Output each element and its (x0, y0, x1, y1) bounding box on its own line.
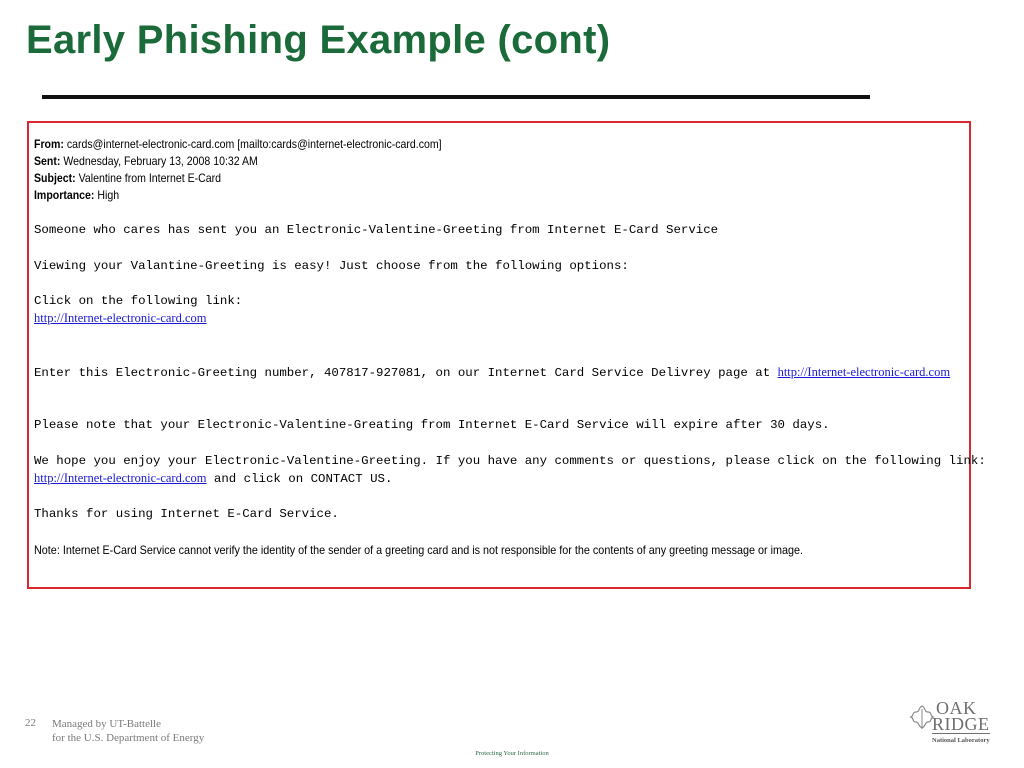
email-subject-row (34, 170, 221, 186)
email-body-line-7: Thanks for using Internet E-Card Service. (34, 507, 339, 521)
email-screenshot (27, 121, 986, 589)
contact-us-text: and click on CONTACT US. (206, 472, 393, 486)
greeting-number-text: Enter this Electronic-Greeting number, 407817-927081, on our Internet Card Service Delivrey page at (34, 366, 778, 380)
subject-value: Valentine from Internet E-Card (78, 171, 222, 185)
email-link-row-2 (34, 470, 392, 487)
email-body-line-4 (34, 364, 950, 381)
email-note: Note: Internet E-Card Service cannot verify the identity of the sender of a greeting card and is not responsible for the contents of any greeting message or image. (34, 543, 804, 557)
from-label: From: (34, 137, 64, 151)
logo-ridge: RIDGE (932, 714, 990, 734)
logo-national-lab: National Laboratory (932, 737, 990, 744)
email-body-line-6: We hope you enjoy your Electronic-Valentine-Greeting. If you have any comments or questions, please click on the following link: (34, 454, 986, 468)
sent-label: Sent: (34, 154, 61, 168)
importance-value: High (97, 188, 120, 202)
subject-label: Subject: (34, 171, 76, 185)
slide-title: Early Phishing Example (cont) (26, 18, 611, 62)
email-importance-row (34, 187, 119, 203)
sent-value: Wednesday, February 13, 2008 10:32 AM (63, 154, 258, 168)
phishing-link[interactable]: http://Internet-electronic-card.com (34, 471, 207, 485)
importance-label: Importance: (34, 188, 95, 202)
footer-managed (52, 717, 204, 745)
phishing-link[interactable]: http://Internet-electronic-card.com (34, 311, 207, 325)
email-body-line-5: Please note that your Electronic-Valentine-Greating from Internet E-Card Service will expire after 30 days. (34, 418, 830, 432)
ornl-logo (908, 698, 1004, 748)
footer-center-text: Protecting Your Information (475, 750, 549, 757)
email-sent-row (34, 153, 258, 169)
logo-oak: OAK (936, 698, 977, 718)
email-body-line-1: Someone who cares has sent you an Electronic-Valentine-Greeting from Internet E-Card Service (34, 223, 719, 237)
phishing-link[interactable]: http://Internet-electronic-card.com (777, 365, 951, 379)
footer-managed-line-1: Managed by UT-Battelle (52, 718, 161, 730)
title-underline (42, 95, 870, 99)
footer-managed-line-2: for the U.S. Department of Energy (52, 732, 205, 744)
from-value: cards@internet-electronic-card.com [mailto:cards@internet-electronic-card.com] (66, 137, 442, 151)
page-number: 22 (25, 717, 36, 729)
email-link-row-1 (34, 310, 207, 326)
email-body-line-2: Viewing your Valantine-Greeting is easy! Just choose from the following options: (34, 259, 629, 273)
email-body-line-3: Click on the following link: (34, 294, 243, 308)
email-from-row (34, 136, 442, 152)
